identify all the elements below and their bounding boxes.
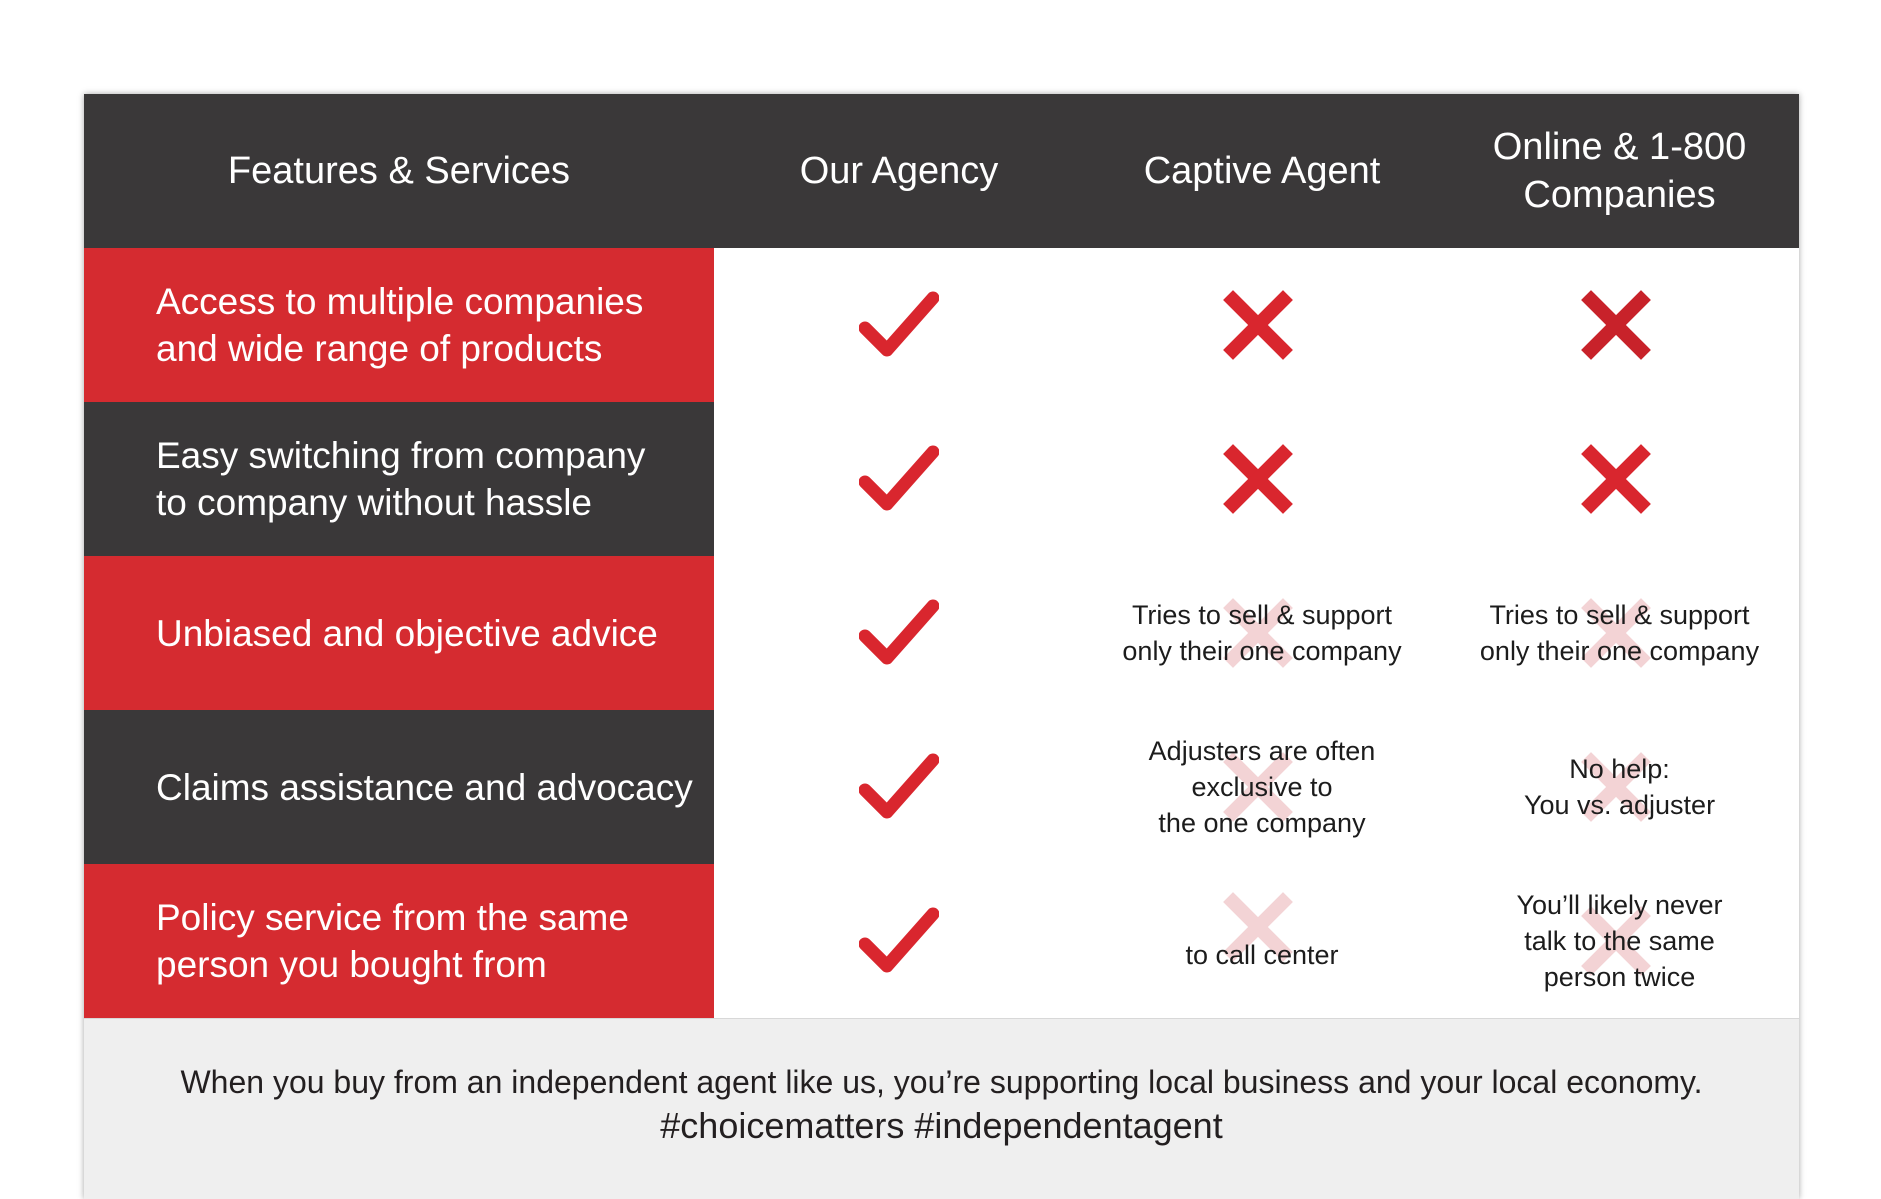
- header-our-agency: [714, 94, 1084, 248]
- x-icon: [1223, 290, 1293, 360]
- header-features-label: Features & Services: [227, 150, 571, 192]
- footer-hashtags: #choicematters #independentagent: [660, 1105, 1223, 1146]
- agency-cell: [714, 556, 1084, 710]
- table-row: [84, 710, 1799, 864]
- captive-note: to call center: [1185, 940, 1339, 970]
- check-icon: [859, 906, 939, 976]
- captive-note: Tries to sell & support only their one company: [1122, 600, 1402, 666]
- x-icon: [1581, 290, 1651, 360]
- agency-cell: [714, 710, 1084, 864]
- header-online-companies: [1440, 94, 1799, 248]
- online-note: Tries to sell & support only their one company: [1479, 600, 1760, 666]
- feature-label: Access to multiple companies and wide range of products: [156, 281, 644, 369]
- captive-note: Adjusters are often exclusive to the one company: [1148, 736, 1376, 838]
- header-online-companies-label: Online & 1-800 Companies: [1492, 126, 1747, 216]
- header-captive-agent: [1084, 94, 1440, 248]
- captive-cell: [1084, 248, 1440, 402]
- online-cell: [1440, 402, 1799, 556]
- header-features: [84, 94, 714, 248]
- comparison-table: [84, 94, 1799, 1199]
- online-cell: [1440, 710, 1799, 864]
- table-row: [84, 248, 1799, 402]
- feature-label: Easy switching from company to company without hassle: [156, 435, 646, 523]
- feature-cell: [84, 402, 714, 556]
- captive-cell: [1084, 864, 1440, 1018]
- x-icon: [1581, 444, 1651, 514]
- footer-banner: [84, 1018, 1799, 1199]
- check-icon: [859, 752, 939, 822]
- agency-cell: [714, 402, 1084, 556]
- agency-cell: [714, 864, 1084, 1018]
- check-icon: [859, 290, 939, 360]
- feature-label: Claims assistance and advocacy: [156, 766, 693, 808]
- captive-cell: [1084, 402, 1440, 556]
- online-note: No help: You vs. adjuster: [1523, 754, 1716, 820]
- feature-cell: [84, 248, 714, 402]
- captive-cell: [1084, 710, 1440, 864]
- table-row: [84, 402, 1799, 556]
- online-cell: [1440, 248, 1799, 402]
- online-note: You’ll likely never talk to the same person twice: [1516, 890, 1723, 992]
- agency-cell: [714, 248, 1084, 402]
- feature-cell: [84, 556, 714, 710]
- header-our-agency-label: Our Agency: [799, 150, 999, 192]
- header-captive-agent-label: Captive Agent: [1143, 150, 1381, 192]
- feature-cell: [84, 864, 714, 1018]
- online-cell: [1440, 864, 1799, 1018]
- footer-message: When you buy from an independent agent like us, you’re supporting local business and your local economy.: [180, 1064, 1703, 1100]
- table-header: [84, 94, 1799, 248]
- x-icon: [1223, 444, 1293, 514]
- check-icon: [859, 444, 939, 514]
- feature-label: Policy service from the same person you bought from: [156, 897, 629, 985]
- feature-cell: [84, 710, 714, 864]
- captive-cell: [1084, 556, 1440, 710]
- table-row: [84, 556, 1799, 710]
- feature-label: Unbiased and objective advice: [156, 612, 658, 654]
- table-row: [84, 864, 1799, 1018]
- check-icon: [859, 598, 939, 668]
- online-cell: [1440, 556, 1799, 710]
